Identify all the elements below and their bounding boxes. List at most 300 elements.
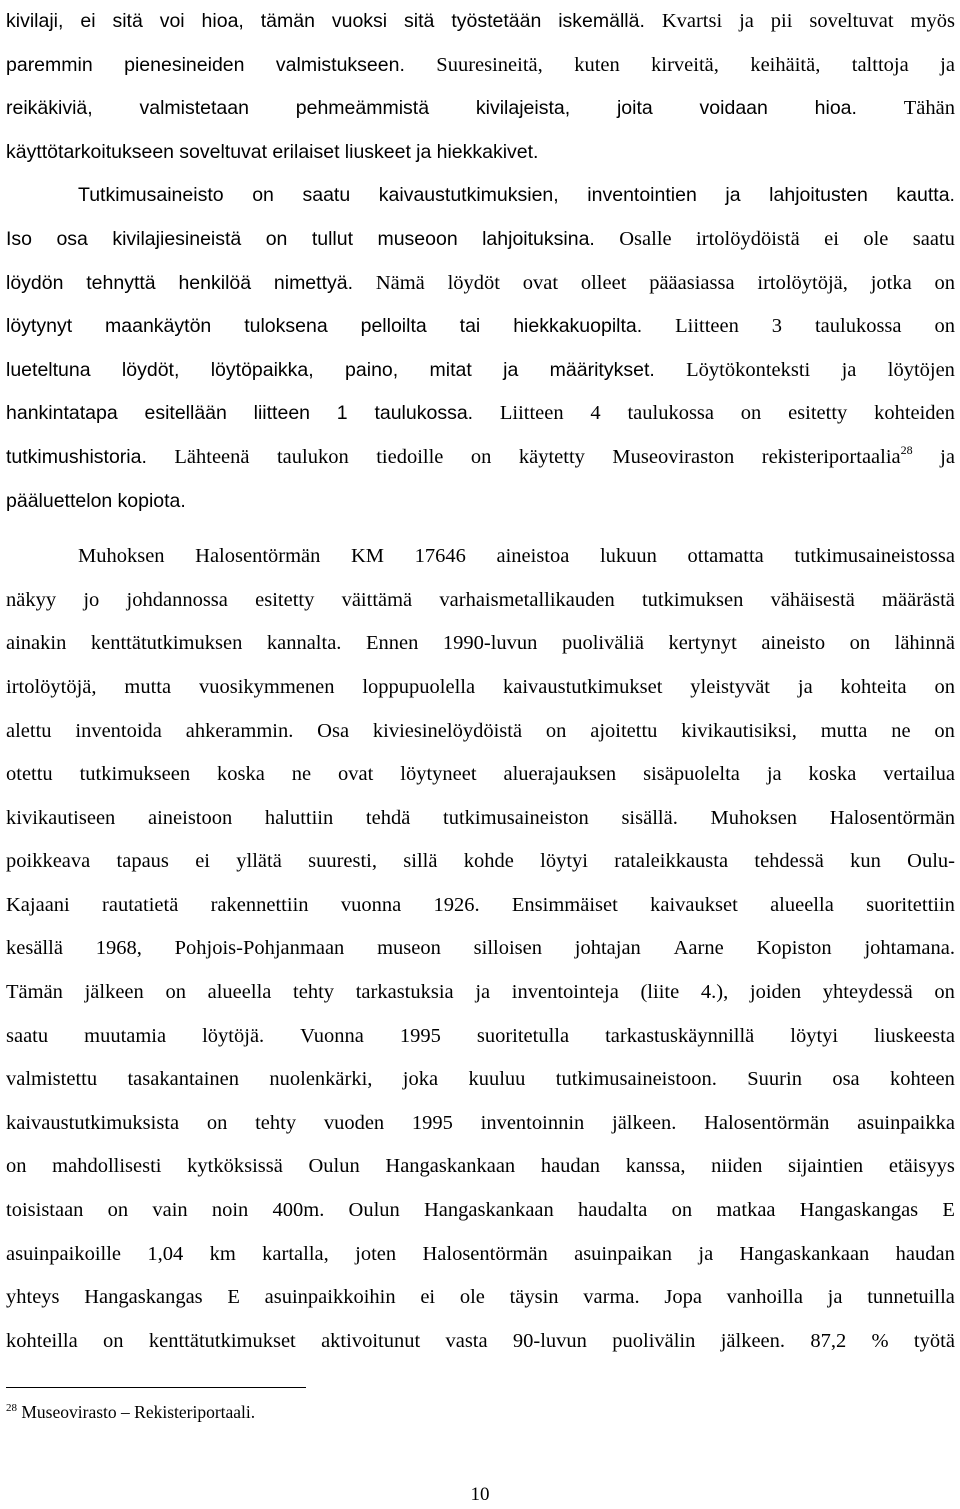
word: ja <box>940 53 955 76</box>
word: 400m. <box>272 1199 325 1222</box>
word: mahdollisesti <box>52 1155 162 1178</box>
text-line <box>6 840 955 884</box>
word: määritykset. <box>549 358 655 381</box>
word: on <box>103 1329 124 1352</box>
word: kun <box>850 850 881 873</box>
word: Suuresineitä, <box>436 53 543 76</box>
word: Tähän <box>903 97 955 120</box>
word: on <box>165 981 186 1004</box>
word: lahjoituksina. <box>482 227 595 250</box>
word: jo <box>83 588 100 611</box>
word: Tutkimusaineisto <box>78 184 224 207</box>
word: Muhoksen <box>710 806 798 829</box>
word: jälkeen. <box>720 1329 786 1352</box>
word: ja <box>827 1286 843 1309</box>
text-line <box>6 579 955 623</box>
word: pienesineiden <box>124 53 245 76</box>
word: ei <box>420 1286 436 1309</box>
word: vain <box>152 1199 188 1222</box>
word: tutkimusaineistossa <box>794 545 955 568</box>
word: Ennen <box>365 632 419 655</box>
text-line <box>6 1145 955 1189</box>
word: taulukossa <box>627 402 714 425</box>
word: muutamia <box>84 1024 167 1047</box>
word: hiekkakuopilta. <box>513 315 643 338</box>
word: tehdessä <box>754 850 824 873</box>
word: saatu <box>302 184 351 207</box>
word: löytyneet <box>400 763 477 786</box>
word: kivikautiseen <box>6 806 116 829</box>
word: rautatietä <box>102 893 179 916</box>
word: joita <box>616 97 653 120</box>
word: Aarne <box>673 937 724 960</box>
word: käyttötarkoitukseen <box>6 140 175 163</box>
text-line <box>6 392 955 436</box>
word: ottamatta <box>687 545 764 568</box>
footnote-reference: 28 <box>900 442 913 457</box>
word: rekisteriportaalia <box>761 445 901 468</box>
word: väittämä <box>341 588 413 611</box>
word: ole <box>459 1286 485 1309</box>
text-line <box>6 1233 955 1277</box>
word: E <box>227 1286 240 1309</box>
word: myös <box>910 10 955 32</box>
word: on <box>545 719 567 742</box>
word: tämän <box>260 10 315 32</box>
word: tutkimushistoria. <box>6 445 147 468</box>
word: % <box>871 1329 889 1352</box>
word: on <box>934 719 955 742</box>
word: ja <box>416 140 432 163</box>
word: Liitteen <box>499 402 564 425</box>
word: yleistyvät <box>690 675 770 698</box>
word: Vuonna <box>300 1024 364 1047</box>
word: kuuluu <box>468 1068 526 1091</box>
word: ei <box>824 227 839 250</box>
word: työstetään <box>451 10 542 32</box>
word: Suurin <box>747 1068 802 1091</box>
word: on <box>6 1155 27 1178</box>
word: kaivaustutkimuksien, <box>378 184 559 207</box>
word: kopiota. <box>117 489 186 512</box>
word: pelloilta <box>360 315 427 338</box>
word: rataleikkausta <box>614 850 729 873</box>
word: löytöjen <box>887 358 955 381</box>
word: 1990-luvun <box>442 632 538 655</box>
word: taulukossa <box>814 315 902 338</box>
text-line <box>6 971 955 1015</box>
word: liitteen <box>253 402 311 425</box>
word: ja <box>725 184 741 207</box>
word: taulukossa. <box>374 402 474 425</box>
word: sisällä. <box>621 806 678 829</box>
word: asuinpaikka <box>857 1111 955 1134</box>
word: yllätä <box>236 850 282 873</box>
word: kannalta. <box>266 632 342 655</box>
word: Hangaskankaan <box>739 1242 870 1265</box>
footnote <box>6 1402 255 1423</box>
word: kohteen <box>890 1068 955 1091</box>
word: löydöt, <box>121 358 180 381</box>
word: Pohjois-Pohjanmaan <box>174 937 345 960</box>
word: Löytökonteksti <box>686 358 811 381</box>
word: on <box>265 227 288 250</box>
word: Hangaskangas <box>799 1199 919 1222</box>
footnote-text: Museovirasto – Rekisteriportaali. <box>21 1402 256 1422</box>
word: Lähteenä <box>174 445 250 468</box>
word: soveltuvat <box>809 10 894 32</box>
word: ei <box>80 10 96 32</box>
word: valmistettu <box>6 1068 98 1091</box>
word: alueella <box>770 893 834 916</box>
word: aineistoon <box>147 806 233 829</box>
word: E <box>942 1199 955 1222</box>
word: työtä <box>913 1329 955 1352</box>
word: ja <box>940 445 955 468</box>
word: hankintatapa <box>6 402 118 425</box>
word: kivilaji, <box>6 10 64 32</box>
word: kertynyt <box>668 632 737 655</box>
word: kivilajiesineistä <box>112 227 242 250</box>
word: iskemällä. <box>558 10 645 32</box>
word: museoon <box>377 227 458 250</box>
text-line <box>6 0 955 44</box>
word: on <box>671 1199 693 1222</box>
word: saatu <box>912 227 955 250</box>
word: tullut <box>311 227 354 250</box>
word: Museoviraston <box>612 445 735 468</box>
word: Halosentörmän <box>422 1242 548 1265</box>
word: tehty <box>255 1111 297 1134</box>
word: osa <box>56 227 88 250</box>
word: maankäytön <box>105 315 212 338</box>
word: yhteys <box>6 1286 60 1309</box>
text-line <box>6 535 955 579</box>
text-line <box>6 1015 955 1059</box>
word: jälkeen. <box>612 1111 677 1134</box>
word: ja <box>766 763 782 786</box>
word: asuinpaikoille <box>6 1242 122 1265</box>
word: museon <box>377 937 441 960</box>
word: kartalla, <box>262 1242 329 1265</box>
word: alueella <box>207 981 272 1004</box>
word: ne <box>891 719 911 742</box>
word: on <box>934 271 955 294</box>
word: kaivaustutkimuksista <box>6 1111 180 1134</box>
word: ja <box>739 10 754 32</box>
footnote-marker: 28 <box>6 1402 17 1414</box>
word: Hangaskankaan <box>385 1155 516 1178</box>
word: Muhoksen <box>78 545 165 568</box>
word: hioa. <box>814 97 857 120</box>
word: vuonna <box>340 893 402 916</box>
word: lahjoitusten <box>769 184 868 207</box>
text-line <box>6 753 955 797</box>
word: ja <box>698 1242 714 1265</box>
text-line <box>6 436 955 480</box>
word: joiden <box>749 981 802 1004</box>
word: kenttätutkimukset <box>148 1329 296 1352</box>
word: varhaismetallikauden <box>439 588 615 611</box>
word: 1926. <box>433 893 480 916</box>
word: irtolöytöjä, <box>757 271 848 294</box>
word: Halosentörmän <box>195 545 321 568</box>
word: koska <box>808 763 857 786</box>
text-line <box>6 349 955 393</box>
word: suoritetulla <box>476 1024 570 1047</box>
word: vasta <box>445 1329 488 1352</box>
word: kirveitä, <box>651 53 719 76</box>
word: vertailua <box>883 763 955 786</box>
word: kohteilla <box>6 1329 78 1352</box>
word: näkyy <box>6 588 57 611</box>
word: puolivälin <box>612 1329 696 1352</box>
word: 1995 <box>411 1111 453 1134</box>
word: kautta. <box>896 184 955 207</box>
word: tai <box>459 315 481 338</box>
word: kesällä <box>6 937 63 960</box>
word: johtamana. <box>864 937 955 960</box>
word: löytöpaikka, <box>210 358 314 381</box>
word: otettu <box>6 763 53 786</box>
word: voi <box>159 10 185 32</box>
word: Jopa <box>664 1286 702 1309</box>
body-text <box>6 0 955 1363</box>
footnote-separator <box>6 1387 306 1388</box>
word: tutkimukseen <box>79 763 191 786</box>
word: asuinpaikkoihin <box>264 1286 396 1309</box>
word: jotka <box>870 271 912 294</box>
word: 4.), <box>700 981 729 1004</box>
word: Oulun <box>348 1199 400 1222</box>
word: joka <box>402 1068 439 1091</box>
word: Oulu- <box>907 850 955 873</box>
word: tutkimuksen <box>641 588 744 611</box>
word: 1995 <box>399 1024 441 1047</box>
word: asuinpaikan <box>574 1242 673 1265</box>
word: silloisen <box>473 937 542 960</box>
word: Hangaskankaan <box>423 1199 554 1222</box>
word: keihäitä, <box>750 53 821 76</box>
text-line <box>6 174 955 218</box>
word: pääasiassa <box>649 271 735 294</box>
word: on <box>252 184 274 207</box>
word: km <box>209 1242 236 1265</box>
text-line <box>6 1320 955 1364</box>
word: ole <box>863 227 889 250</box>
word: Halosentörmän <box>704 1111 830 1134</box>
word: pii <box>770 10 793 32</box>
text-line <box>6 710 955 754</box>
word: ainakin <box>6 632 67 655</box>
word: Iso <box>6 227 33 250</box>
word: paremmin <box>6 53 93 76</box>
word: löytyi <box>540 850 588 873</box>
text-line <box>6 666 955 710</box>
word: esitetty <box>255 588 315 611</box>
word: inventoida <box>75 719 162 742</box>
word: olleet <box>580 271 627 294</box>
word: pääluettelon <box>6 489 113 512</box>
word: ne <box>291 763 312 786</box>
word: sisäpuolelta <box>643 763 740 786</box>
word: inventointeja <box>511 981 619 1004</box>
word: Oulun <box>308 1155 360 1178</box>
text-line <box>6 1102 955 1146</box>
word: on <box>470 445 492 468</box>
word: johdannossa <box>126 588 228 611</box>
word: kohteiden <box>874 402 955 425</box>
word: haudalta <box>577 1199 648 1222</box>
word: aluerajauksen <box>503 763 617 786</box>
word: ja <box>475 981 491 1004</box>
word: valmistetaan <box>139 97 249 120</box>
word: sillä <box>403 850 438 873</box>
word: löytynyt <box>6 315 73 338</box>
word: vuoden <box>323 1111 385 1134</box>
word: erilaiset <box>272 140 340 163</box>
word: kivikautisiksi, <box>681 719 797 742</box>
word: osa <box>832 1068 860 1091</box>
word: tehty <box>293 981 335 1004</box>
word: paino, <box>345 358 399 381</box>
word: saatu <box>6 1024 49 1047</box>
word: on <box>934 315 955 338</box>
word: henkilöä <box>178 271 252 294</box>
word: on <box>934 675 955 698</box>
word: KM <box>351 545 385 568</box>
text-line <box>6 218 955 262</box>
word: ja <box>797 675 813 698</box>
word: nimettyä. <box>273 271 354 294</box>
word: ja <box>503 358 519 381</box>
word: Osa <box>317 719 350 742</box>
word: haudan <box>540 1155 601 1178</box>
word: noin <box>211 1199 249 1222</box>
word: alettu <box>6 719 52 742</box>
word: tutkimusaineiston <box>443 806 589 829</box>
word: 1,04 <box>147 1242 184 1265</box>
word: reikäkiviä, <box>6 97 93 120</box>
word: koska <box>217 763 265 786</box>
word: etäisyys <box>888 1155 955 1178</box>
word: esitetty <box>788 402 848 425</box>
word: ovat <box>338 763 374 786</box>
word: on <box>934 981 955 1004</box>
text-line <box>6 1189 955 1233</box>
word: inventoinnin <box>480 1111 585 1134</box>
word: Hangaskangas <box>84 1286 203 1309</box>
text-line <box>6 1276 955 1320</box>
word: lukuun <box>599 545 657 568</box>
word: kiviesinelöydöistä <box>372 719 523 742</box>
word: Liitteen <box>675 315 739 338</box>
word: aineistoa <box>496 545 570 568</box>
word: niiden <box>711 1155 763 1178</box>
word: löytöjä. <box>202 1024 265 1047</box>
text-line <box>6 797 955 841</box>
word: vähäisestä <box>770 588 855 611</box>
word: puoliväliä <box>561 632 644 655</box>
word: mitat <box>429 358 472 381</box>
word: toisistaan <box>6 1199 84 1222</box>
word: mutta <box>124 675 172 698</box>
text-line <box>6 884 955 928</box>
text-line <box>6 87 955 131</box>
word: lähinnä <box>894 632 955 655</box>
word: matkaa <box>716 1199 776 1222</box>
word: soveltuvat <box>179 140 268 163</box>
text-line <box>6 131 955 175</box>
word: kohde <box>463 850 514 873</box>
text-line <box>6 305 955 349</box>
word: talttoja <box>851 53 909 76</box>
text-line <box>6 480 955 524</box>
word: tiedoille <box>376 445 444 468</box>
word: kytköksissä <box>187 1155 283 1178</box>
word: sijaintien <box>788 1155 864 1178</box>
text-line <box>6 622 955 666</box>
word: 3 <box>771 315 783 338</box>
word: hiekkakivet. <box>436 140 539 163</box>
text-line <box>6 927 955 971</box>
word: voidaan <box>699 97 768 120</box>
word: löytyi <box>790 1024 839 1047</box>
word: on <box>740 402 762 425</box>
word: haluttiin <box>264 806 334 829</box>
word: loppupuolella <box>362 675 476 698</box>
word: liuskeesta <box>874 1024 955 1047</box>
word: (liite <box>640 981 680 1004</box>
word: tehdä <box>365 806 411 829</box>
page-number: 10 <box>470 1484 490 1505</box>
word: 1968, <box>95 937 142 960</box>
word: kaivaustutkimukset <box>502 675 663 698</box>
word: poikkeava <box>6 850 91 873</box>
word: suuresti, <box>308 850 377 873</box>
word: 4 <box>590 402 601 425</box>
word: 87,2 <box>810 1329 847 1352</box>
word: 1 <box>336 402 348 425</box>
word: esitellään <box>144 402 227 425</box>
word: inventointien <box>587 184 697 207</box>
word: kanssa, <box>625 1155 686 1178</box>
text-line <box>6 1058 955 1102</box>
word: liuskeet <box>344 140 411 163</box>
word: nuolenkärki, <box>269 1068 373 1091</box>
word: tuloksena <box>244 315 328 338</box>
word: suoritettiin <box>866 893 955 916</box>
word: Kajaani <box>6 893 70 916</box>
word: Osalle <box>619 227 672 250</box>
word: tasakantainen <box>127 1068 240 1091</box>
word: kaivaukset <box>650 893 738 916</box>
word: irtolöydöistä <box>696 227 800 250</box>
word: kohteita <box>840 675 907 698</box>
word: Kopiston <box>756 937 832 960</box>
word: sitä <box>112 10 143 32</box>
word: kenttätutkimuksen <box>90 632 243 655</box>
word: kuten <box>574 53 620 76</box>
word: ei <box>195 850 210 873</box>
word: varma. <box>583 1286 640 1309</box>
word: on <box>206 1111 228 1134</box>
word: yhteydessä <box>822 981 913 1004</box>
word: Tämän <box>6 981 63 1004</box>
word: sitä <box>404 10 435 32</box>
word: tehnyttä <box>86 271 156 294</box>
word: on <box>107 1199 129 1222</box>
